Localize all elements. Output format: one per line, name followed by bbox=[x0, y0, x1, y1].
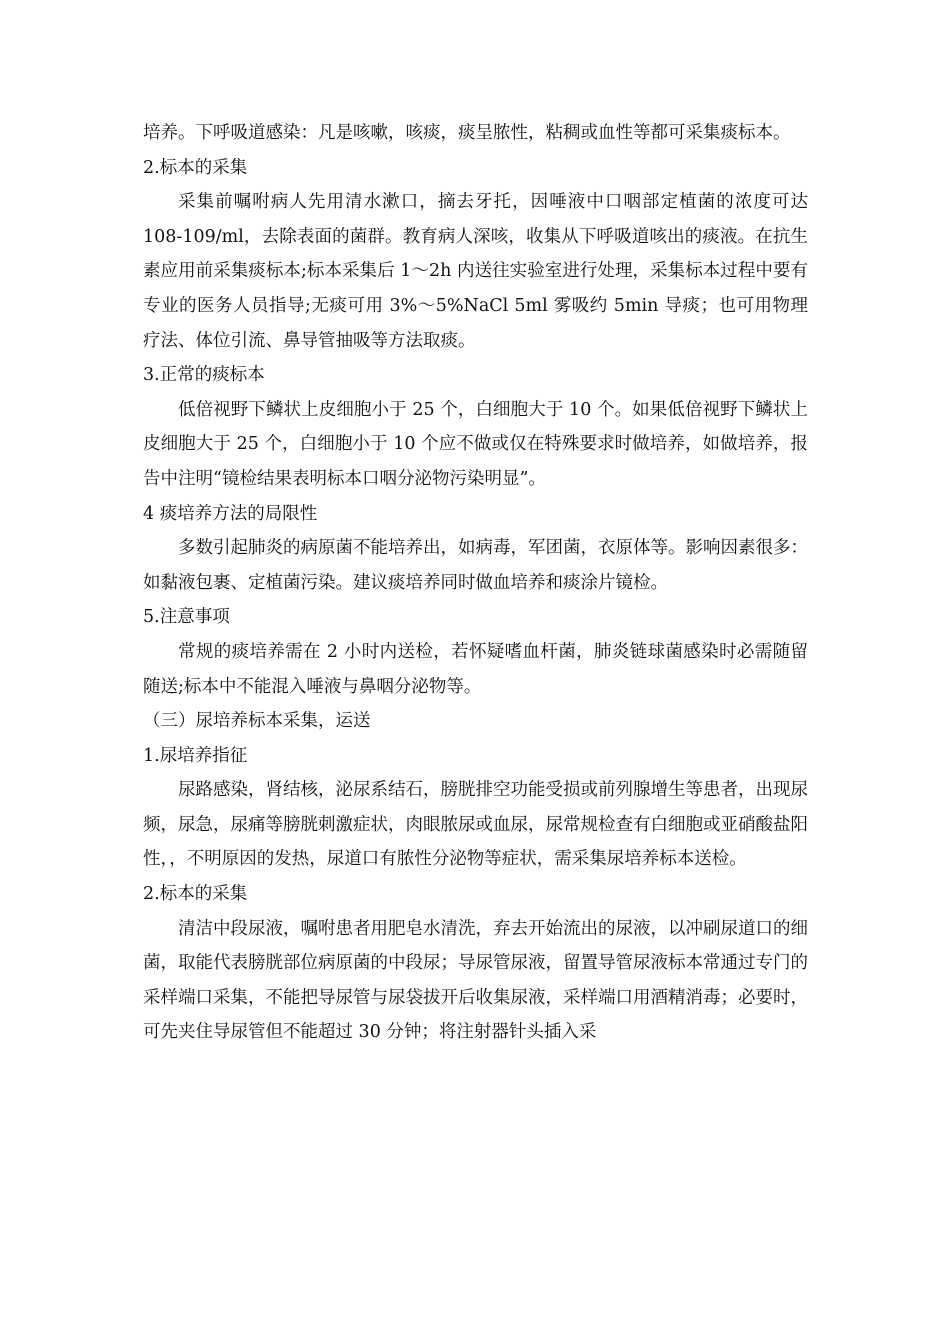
section-heading-specimen-collection: 2.标本的采集 bbox=[143, 157, 248, 178]
paragraph-normal-sputum: 低倍视野下鳞状上皮细胞小于 25 个，白细胞大于 10 个。如果低倍视野下鳞状上皮细胞大于 25 个，白细胞小于 10 个应不做或仅在特殊要求时做培养，如做培养，报告中注明“镜检结果表明标本口咽分泌物污染明显”。 bbox=[143, 399, 808, 489]
paragraph-urine-indications: 尿路感染，肾结核，泌尿系结石，膀胱排空功能受损或前列腺增生等患者，出现尿频，尿急，尿痛等膀胱刺激症状，肉眼脓尿或血尿，尿常规检查有白细胞或亚硝酸盐阳性，，不明原因的发热，尿道口有脓性分泌物等症状，需采集尿培养标本送检。 bbox=[143, 780, 808, 870]
section-heading-precautions: 5.注意事项 bbox=[143, 607, 230, 628]
paragraph-urine-collection: 清洁中段尿液，嘱咐患者用肥皂水清洗，弃去开始流出的尿液，以冲刷尿道口的细菌，取能代表膀胱部位病原菌的中段尿；导尿管尿液，留置导管尿液标本常通过专门的采样端口采集，不能把导尿管与尿袋拔开后收集尿液，采样端口用酒精消毒；必要时，可先夹住导尿管但不能超过 30 分钟；将注射器针头插入采 bbox=[143, 918, 808, 1043]
paragraph-continuation: 培养。下呼吸道感染：凡是咳嗽，咳痰，痰呈脓性，粘稠或血性等都可采集痰标本。 bbox=[143, 123, 791, 143]
section-heading-limitations: 4 痰培养方法的局限性 bbox=[143, 503, 318, 524]
paragraph-limitations: 多数引起肺炎的病原菌不能培养出，如病毒，军团菌，衣原体等。影响因素很多：如黏液包裹、定植菌污染。建议痰培养同时做血培养和痰涂片镜检。 bbox=[143, 538, 808, 593]
section-heading-urine-indications: 1.尿培养指征 bbox=[143, 745, 248, 766]
section-heading-urine-collection: 2.标本的采集 bbox=[143, 884, 248, 905]
section-heading-normal-sputum: 3.正常的痰标本 bbox=[143, 365, 265, 386]
paragraph-precautions: 常规的痰培养需在 2 小时内送检，若怀疑嗜血杆菌，肺炎链球菌感染时必需随留随送;标本中不能混入唾液与鼻咽分泌物等。 bbox=[143, 641, 808, 697]
paragraph-specimen-collection: 采集前嘱咐病人先用清水漱口，摘去牙托，因唾液中口咽部定植菌的浓度可达 108-109/ml，去除表面的菌群。教育病人深咳，收集从下呼吸道咳出的痰液。在抗生素应用前采集痰标本;标本采集后 1～2h 内送往实验室进行处理，采集标本过程中要有专业的医务人员指导;无痰可用 3%～5%NaCl 5ml 雾吸约 5min 导痰；也可用物理疗法、体位引流、鼻导管抽吸等方法取痰。 bbox=[143, 192, 808, 351]
chapter-heading-urine-culture: （三）尿培养标本采集，运送 bbox=[143, 711, 371, 732]
document-body bbox=[143, 116, 808, 1050]
